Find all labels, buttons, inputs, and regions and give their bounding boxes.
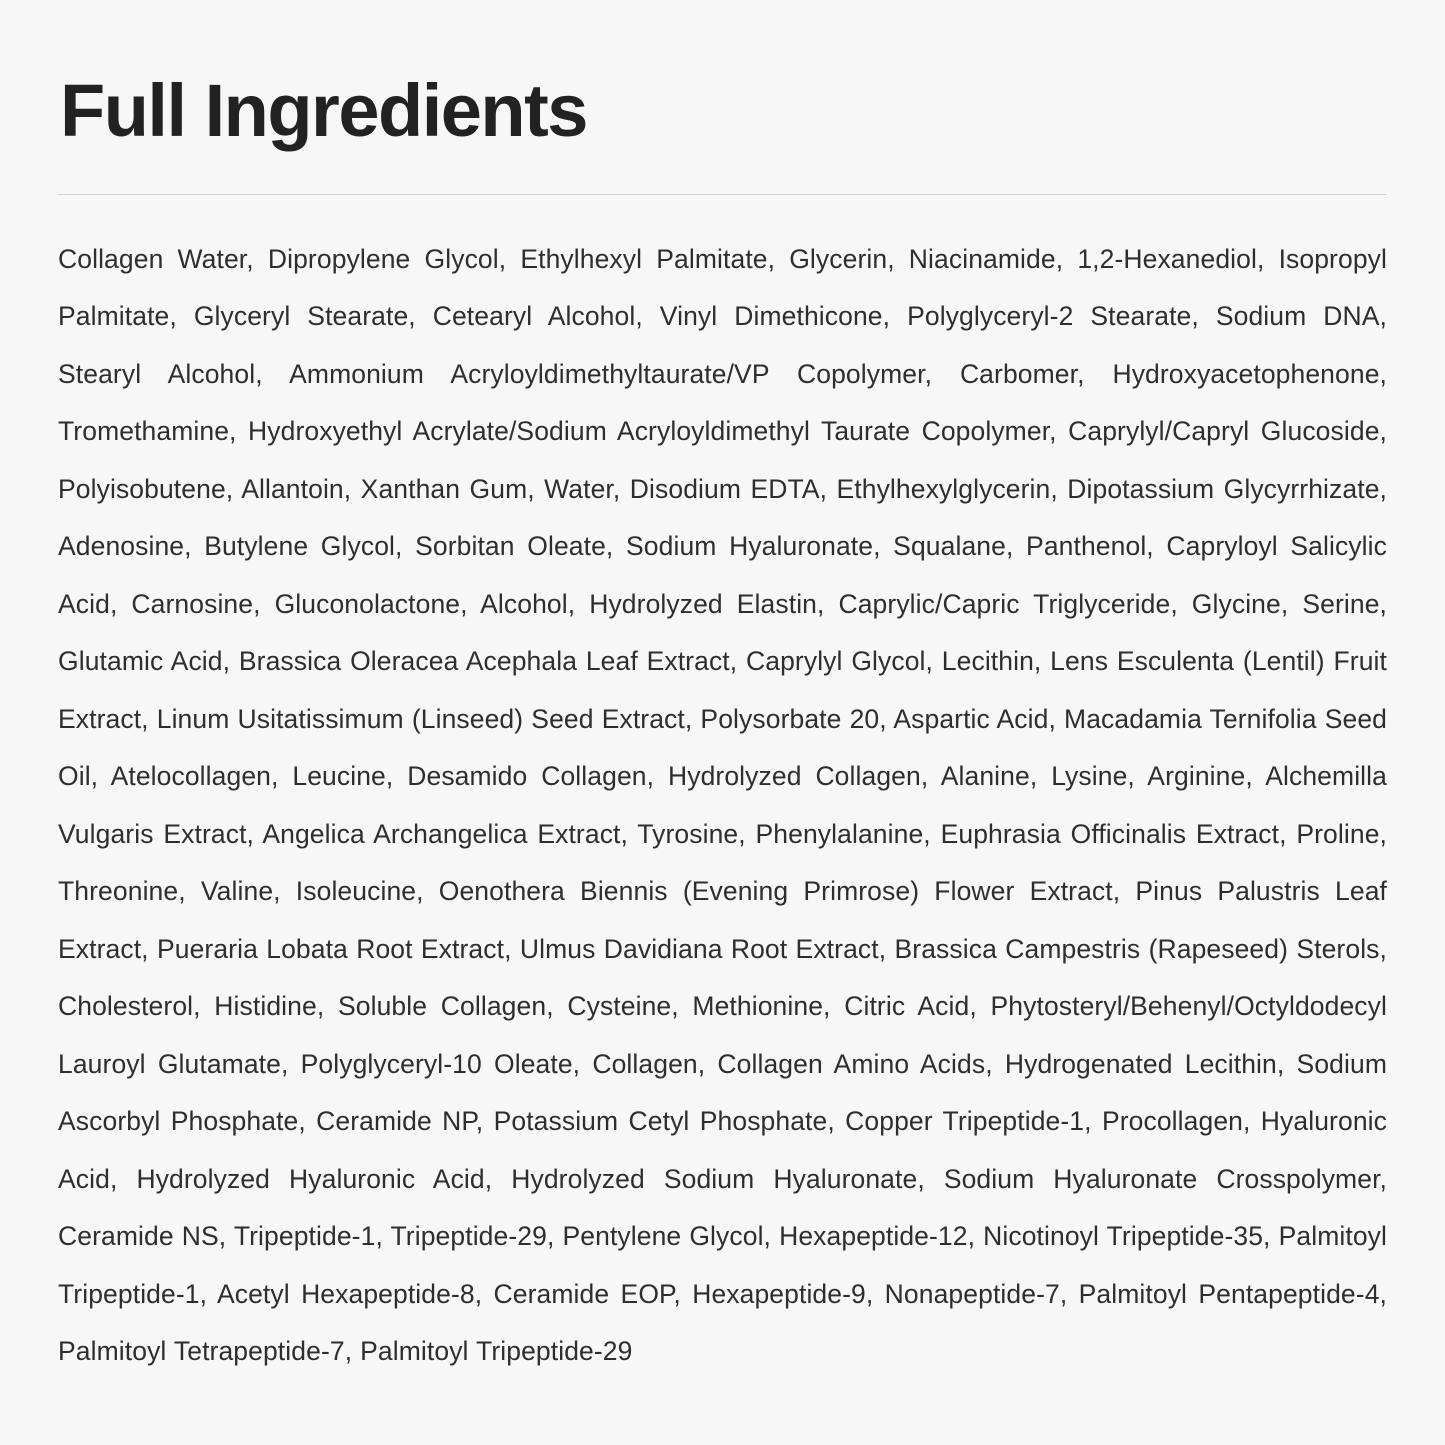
ingredients-list-text: Collagen Water, Dipropylene Glycol, Ethylhexyl Palmitate, Glycerin, Niacinamide, 1,2-Hexanediol, Isopropyl Palmitate, Glyceryl Stearate, Cetearyl Alcohol, Vinyl Dimethicone, Polyglyceryl-2 Stearate, Sodium DNA, Stearyl Alcohol, Ammonium Acryloyldimethyltaurate/VP Copolymer, Carbomer, Hydroxyacetophenone, Tromethamine, Hydroxyethyl Acrylate/Sodium Acryloyldimethyl Taurate Copolymer, Caprylyl/Capryl Glucoside, Polyisobutene, Allantoin, Xanthan Gum, Water, Disodium EDTA, Ethylhexylglycerin, Dipotassium Glycyrrhizate, Adenosine, Butylene Glycol, Sorbitan Oleate, Sodium Hyaluronate, Squalane, Panthenol, Capryloyl Salicylic Acid, Carnosine, Gluconolactone, Alcohol, Hydrolyzed Elastin, Caprylic/Capric Triglyceride, Glycine, Serine, Glutamic Acid, Brassica Oleracea Acephala Leaf Extract, Caprylyl Glycol, Lecithin, Lens Esculenta (Lentil) Fruit Extract, Linum Usitatissimum (Linseed) Seed Extract, Polysorbate 20, Aspartic Acid, Macadamia Ternifolia Seed Oil, Atelocollagen, Leucine, Desamido Collagen, Hydrolyzed Collagen, Alanine, Lysine, Arginine, Alchemilla Vulgaris Extract, Angelica Archangelica Extract, Tyrosine, Phenylalanine, Euphrasia Officinalis Extract, Proline, Threonine, Valine, Isoleucine, Oenothera Biennis (Evening Primrose) Flower Extract, Pinus Palustris Leaf Extract, Pueraria Lobata Root Extract, Ulmus Davidiana Root Extract, Brassica Campestris (Rapeseed) Sterols, Cholesterol, Histidine, Soluble Collagen, Cysteine, Methionine, Citric Acid, Phytosteryl/Behenyl/Octyldodecyl Lauroyl Glutamate, Polyglyceryl-10 Oleate, Collagen, Collagen Amino Acids, Hydrogenated Lecithin, Sodium Ascorbyl Phosphate, Ceramide NP, Potassium Cetyl Phosphate, Copper Tripeptide-1, Procollagen, Hyaluronic Acid, Hydrolyzed Hyaluronic Acid, Hydrolyzed Sodium Hyaluronate, Sodium Hyaluronate Crosspolymer, Ceramide NS, Tripeptide-1, Tripeptide-29, Pentylene Glycol, Hexapeptide-12, Nicotinoyl Tripeptide-35, Palmitoyl Tripeptide-1, Acetyl Hexapeptide-8, Ceramide EOP, Hexapeptide-9, Nonapeptide-7, Palmitoyl Pentapeptide-4, Palmitoyl Tetrapeptide-7, Palmitoyl Tripeptide-29 (58, 243, 1387, 1367)
page-title: Full Ingredients (60, 69, 587, 152)
title-divider (58, 194, 1387, 195)
